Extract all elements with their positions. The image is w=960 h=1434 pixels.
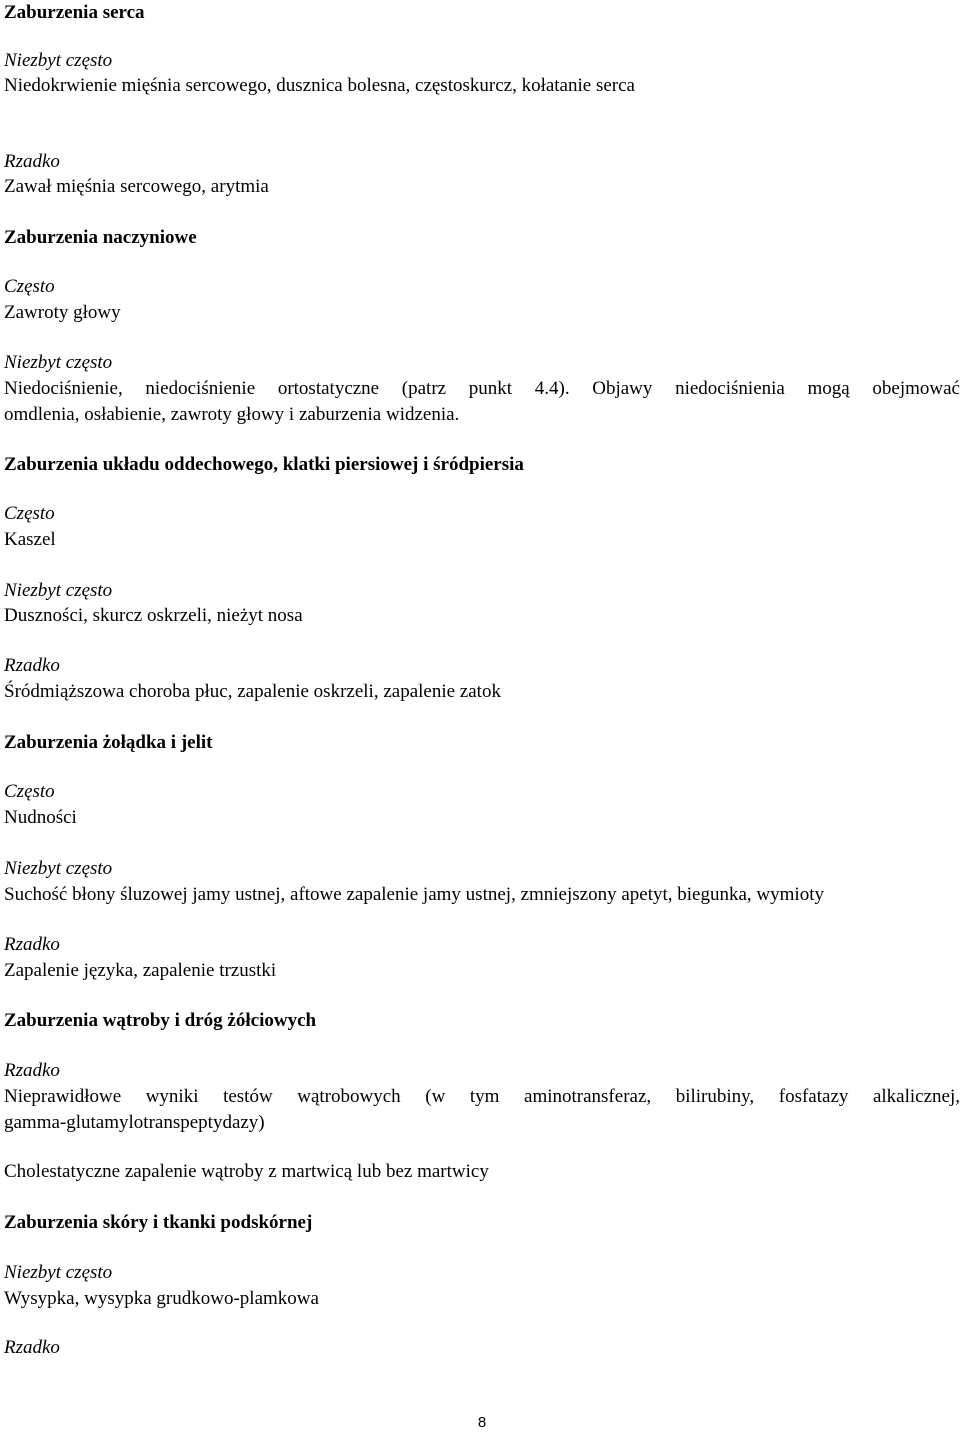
- frequency-label-uncommon: Niezbyt często: [4, 50, 113, 71]
- frequency-label-rare: Rzadko: [4, 1337, 60, 1358]
- adverse-effects-text: Nieprawidłowe wyniki testów wątrobowych (w tym aminotransferaz, bilirubiny, fosfatazy alkalicznej,: [4, 1086, 960, 1107]
- adverse-effects-text: Suchość błony śluzowej jamy ustnej, aftowe zapalenie jamy ustnej, zmniejszony apetyt, biegunka, wymioty: [4, 884, 824, 905]
- page-number: 8: [477, 1414, 487, 1431]
- frequency-label-rare: Rzadko: [4, 934, 60, 955]
- adverse-effects-text: Śródmiąższowa choroba płuc, zapalenie oskrzeli, zapalenie zatok: [4, 681, 501, 702]
- section-heading-hepatobiliary: Zaburzenia wątroby i dróg żółciowych: [4, 1010, 317, 1031]
- frequency-label-uncommon: Niezbyt często: [4, 858, 113, 879]
- frequency-label-rare: Rzadko: [4, 655, 60, 676]
- frequency-label-uncommon: Niezbyt często: [4, 580, 113, 601]
- frequency-label-rare: Rzadko: [4, 1060, 60, 1081]
- frequency-label-common: Często: [4, 781, 55, 802]
- frequency-label-common: Często: [4, 503, 55, 524]
- section-heading-respiratory: Zaburzenia układu oddechowego, klatki piersiowej i śródpiersia: [4, 454, 524, 475]
- adverse-effects-text: Nudności: [4, 807, 77, 828]
- adverse-effects-text: Niedokrwienie mięśnia sercowego, dusznica bolesna, częstoskurcz, kołatanie serca: [4, 75, 635, 96]
- section-heading-vascular: Zaburzenia naczyniowe: [4, 227, 197, 248]
- adverse-effects-text: Duszności, skurcz oskrzeli, nieżyt nosa: [4, 605, 303, 626]
- section-heading-skin: Zaburzenia skóry i tkanki podskórnej: [4, 1212, 313, 1233]
- adverse-effects-text: Niedociśnienie, niedociśnienie ortostatyczne (patrz punkt 4.4). Objawy niedociśnienia mogą obejmować: [4, 378, 960, 399]
- adverse-effects-text: Kaszel: [4, 529, 56, 550]
- adverse-effects-text: Wysypka, wysypka grudkowo-plamkowa: [4, 1288, 319, 1309]
- adverse-effects-text: Zapalenie języka, zapalenie trzustki: [4, 960, 277, 981]
- adverse-effects-text: Cholestatyczne zapalenie wątroby z martwicą lub bez martwicy: [4, 1161, 489, 1182]
- section-heading-gastrointestinal: Zaburzenia żołądka i jelit: [4, 732, 213, 753]
- adverse-effects-text: gamma-glutamylotranspeptydazy): [4, 1112, 265, 1133]
- frequency-label-uncommon: Niezbyt często: [4, 352, 113, 373]
- section-heading-heart: Zaburzenia serca: [4, 2, 145, 23]
- adverse-effects-text: omdlenia, osłabienie, zawroty głowy i zaburzenia widzenia.: [4, 404, 460, 425]
- frequency-label-rare: Rzadko: [4, 151, 60, 172]
- document-page: [4, 0, 960, 1434]
- adverse-effects-text: Zawał mięśnia sercowego, arytmia: [4, 176, 269, 197]
- frequency-label-uncommon: Niezbyt często: [4, 1262, 113, 1283]
- frequency-label-common: Często: [4, 276, 55, 297]
- adverse-effects-text: Zawroty głowy: [4, 302, 121, 323]
